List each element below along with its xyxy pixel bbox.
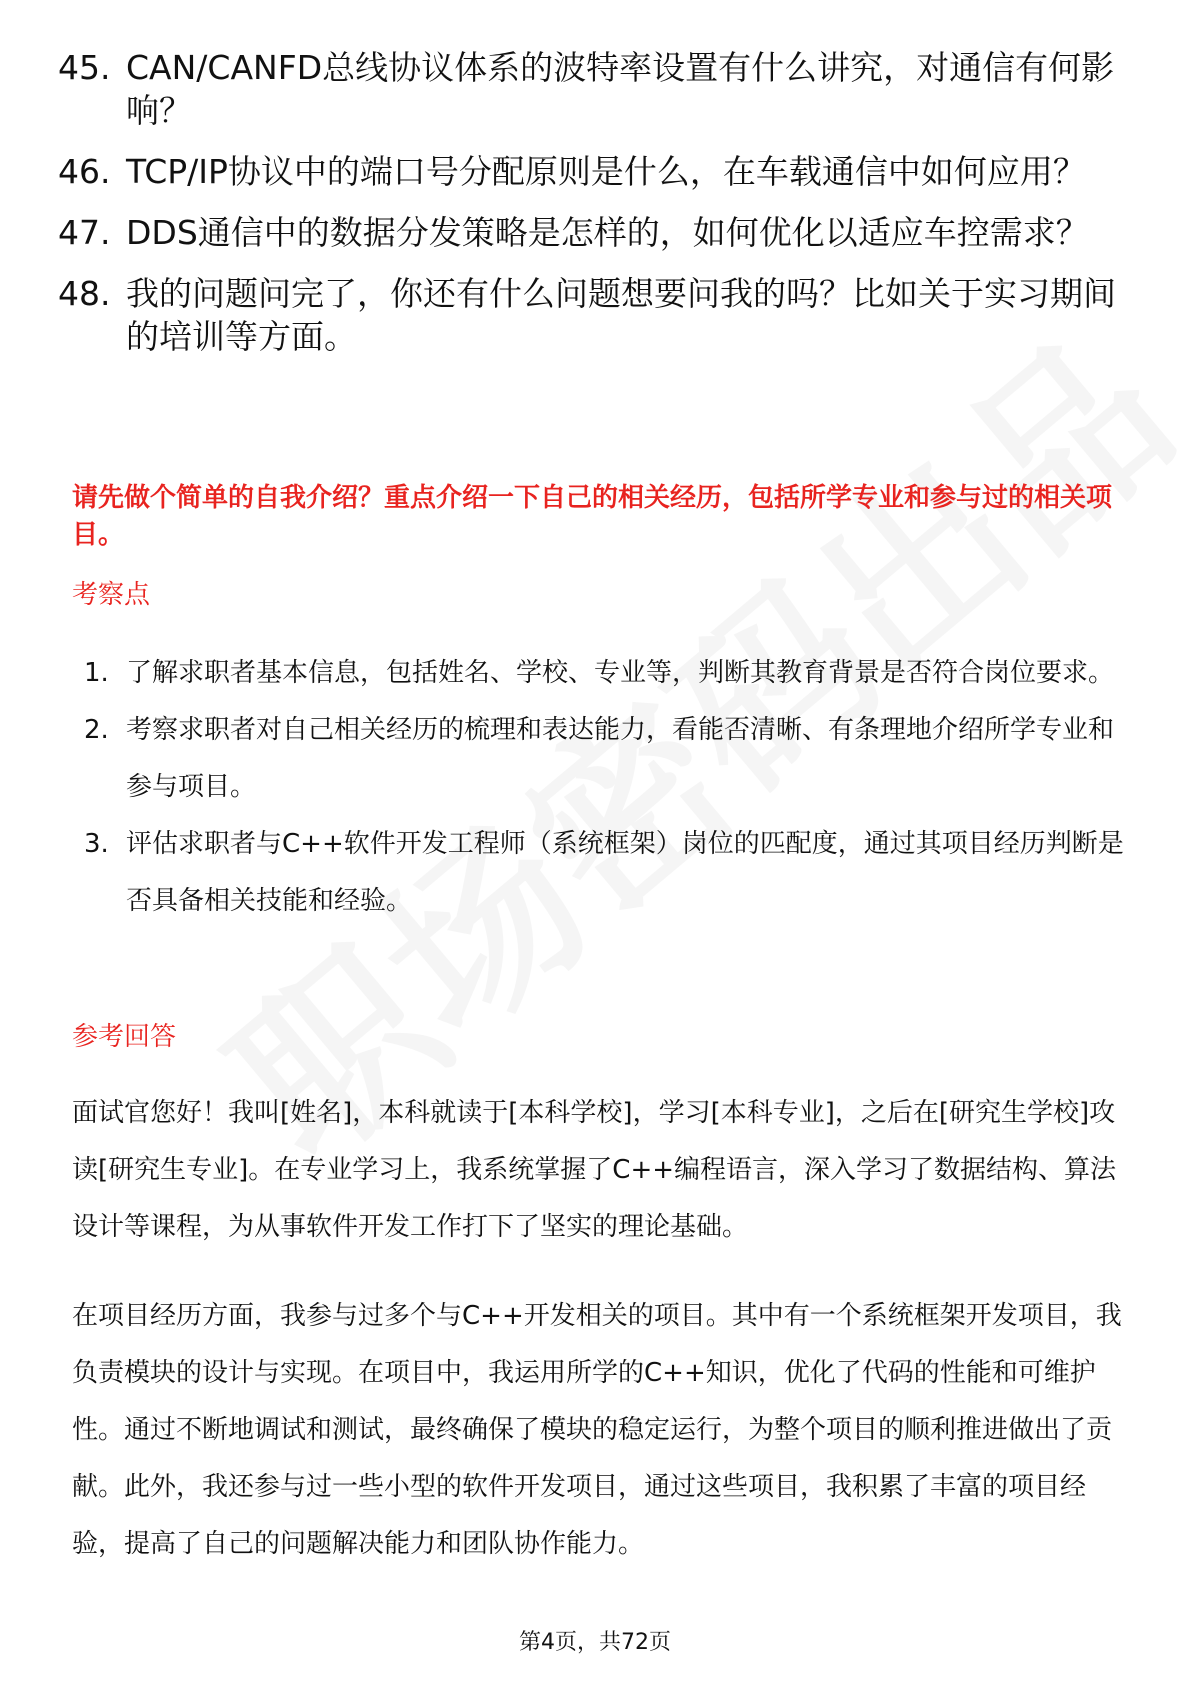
question-item bbox=[58, 272, 1128, 358]
question-text: 我的问题问完了，你还有什么问题想要问我的吗？比如关于实习期间的培训等方面。 bbox=[126, 274, 1116, 356]
exam-point-item bbox=[84, 645, 1124, 702]
interview-question-heading: 请先做个简单的自我介绍？重点介绍一下自己的相关经历，包括所学专业和参与过的相关项目。 bbox=[72, 483, 1113, 550]
reference-answer-title: 参考回答 bbox=[72, 1022, 177, 1052]
question-item bbox=[58, 46, 1128, 132]
exam-points-list bbox=[84, 645, 1124, 930]
exam-point-text: 评估求职者与C++软件开发工程师（系统框架）岗位的匹配度，通过其项目经历判断是否具备相关技能和经验。 bbox=[126, 829, 1124, 916]
exam-point-number: 1. bbox=[84, 658, 109, 688]
question-text: TCP/IP协议中的端口号分配原则是什么，在车载通信中如何应用？ bbox=[126, 152, 1086, 191]
question-text: CAN/CANFD总线协议体系的波特率设置有什么讲究，对通信有何影响？ bbox=[126, 48, 1115, 130]
exam-point-item bbox=[84, 702, 1124, 816]
question-number: 46. bbox=[58, 152, 111, 191]
exam-point-number: 3. bbox=[84, 829, 109, 859]
question-list bbox=[58, 46, 1128, 376]
question-number: 48. bbox=[58, 274, 111, 313]
page-footer: 第4页，共72页 bbox=[519, 1630, 671, 1655]
question-text: DDS通信中的数据分发策略是怎样的，如何优化以适应车控需求？ bbox=[126, 213, 1089, 252]
exam-points-title: 考察点 bbox=[72, 580, 151, 610]
exam-point-number: 2. bbox=[84, 715, 109, 745]
question-item bbox=[58, 211, 1128, 254]
exam-point-text: 了解求职者基本信息，包括姓名、学校、专业等，判断其教育背景是否符合岗位要求。 bbox=[126, 658, 1115, 688]
question-number: 45. bbox=[58, 48, 111, 87]
answer-paragraph: 在项目经历方面，我参与过多个与C++开发相关的项目。其中有一个系统框架开发项目，我负责模块的设计与实现。在项目中，我运用所学的C++知识，优化了代码的性能和可维护性。通过不断地调试和测试，最终确保了模块的稳定运行，为整个项目的顺利推进做出了贡献。此外，我还参与过一些小型的软件开发项目，通过这些项目，我积累了丰富的项目经验，提高了自己的问题解决能力和团队协作能力。 bbox=[72, 1301, 1122, 1559]
answer-paragraph: 面试官您好！我叫[姓名]，本科就读于[本科学校]，学习[本科专业]，之后在[研究生学校]攻读[研究生专业]。在专业学习上，我系统掌握了C++编程语言，深入学习了数据结构、算法设计等课程，为从事软件开发工作打下了坚实的理论基础。 bbox=[72, 1098, 1117, 1242]
exam-point-item bbox=[84, 816, 1124, 930]
question-number: 47. bbox=[58, 213, 111, 252]
question-item bbox=[58, 150, 1128, 193]
exam-point-text: 考察求职者对自己相关经历的梳理和表达能力，看能否清晰、有条理地介绍所学专业和参与项目。 bbox=[126, 715, 1115, 802]
